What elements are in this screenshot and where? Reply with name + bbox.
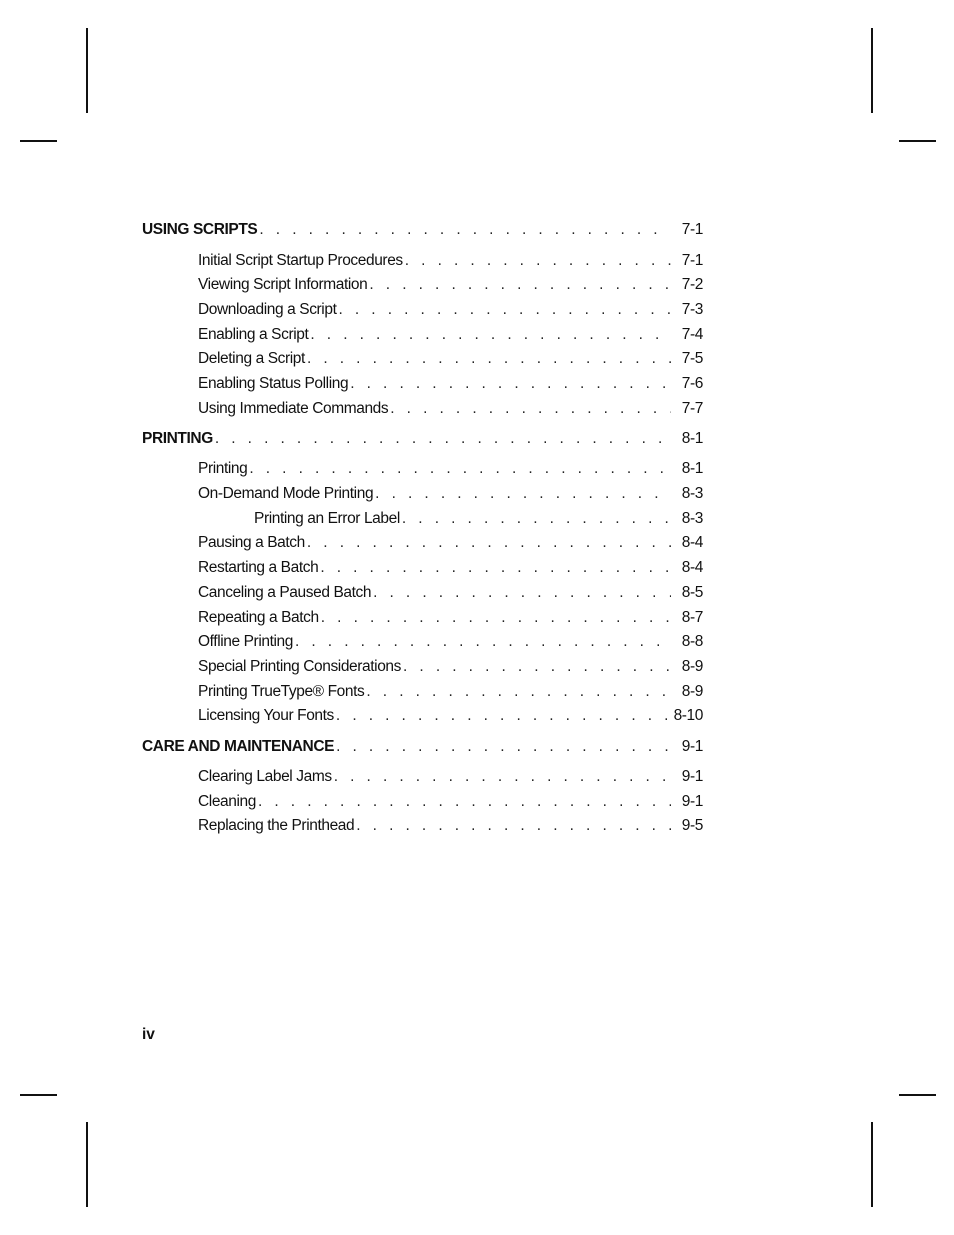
toc-dot-leader — [320, 557, 671, 579]
toc-entry-title: Replacing the Printhead — [198, 817, 355, 834]
toc-chapter-entry — [142, 736, 703, 758]
toc-entry-title: Using Immediate Commands — [198, 400, 389, 417]
toc-dot-leader — [375, 483, 671, 505]
toc-entry-page: 8-10 — [673, 707, 703, 724]
toc-dot-leader — [321, 607, 671, 629]
toc-entry-title: Restarting a Batch — [198, 559, 319, 576]
toc-chapter-entry — [142, 219, 703, 241]
toc-entry-title: Downloading a Script — [198, 301, 337, 318]
toc-dot-leader — [259, 219, 671, 241]
toc-dot-leader — [338, 299, 671, 321]
toc-dot-leader — [402, 508, 671, 530]
toc-entry — [142, 631, 703, 653]
toc-dot-leader — [295, 631, 671, 653]
toc-dot-leader — [350, 373, 671, 395]
toc-entry — [142, 766, 703, 788]
toc-dot-leader — [403, 656, 671, 678]
crop-mark-bottom-left-vertical — [86, 1122, 88, 1207]
toc-entry — [142, 656, 703, 678]
toc-dot-leader — [366, 681, 671, 703]
crop-mark-top-left-vertical — [86, 28, 88, 113]
toc-entry-page: 7-6 — [681, 375, 703, 392]
toc-entry-page: 9-5 — [681, 817, 703, 834]
toc-entry-title: Repeating a Batch — [198, 609, 319, 626]
toc-entry-page: 7-5 — [681, 350, 703, 367]
toc-dot-leader — [336, 736, 671, 758]
toc-entry — [142, 250, 703, 272]
toc-dot-leader — [390, 398, 671, 420]
toc-dot-leader — [356, 815, 671, 837]
toc-entry-title: Clearing Label Jams — [198, 768, 332, 785]
toc-dot-leader — [310, 324, 671, 346]
toc-entry-page: 8-8 — [681, 633, 703, 650]
toc-entry-title: Enabling a Script — [198, 326, 309, 343]
toc-entry-page: 9-1 — [681, 768, 703, 785]
toc-entry-title: Printing — [198, 460, 248, 477]
toc-entry-page: 8-7 — [681, 609, 703, 626]
toc-entry — [142, 705, 703, 727]
toc-entry-title: Deleting a Script — [198, 350, 305, 367]
toc-entry-page: 7-1 — [681, 252, 703, 269]
toc-dot-leader — [307, 532, 671, 554]
toc-entry — [142, 791, 703, 813]
toc-entry-title: Printing an Error Label — [254, 510, 400, 527]
toc-entry-page: 8-9 — [681, 658, 703, 675]
page-number: iv — [142, 1026, 155, 1043]
toc-dot-leader — [336, 705, 670, 727]
toc-entry-title: Special Printing Considerations — [198, 658, 401, 675]
toc-entry-page: 7-7 — [681, 400, 703, 417]
toc-dot-leader — [258, 791, 671, 813]
toc-dot-leader — [369, 274, 671, 296]
toc-entry-title: Enabling Status Polling — [198, 375, 349, 392]
toc-dot-leader — [373, 582, 671, 604]
toc-entry — [142, 508, 703, 530]
toc-entry-title: PRINTING — [142, 430, 213, 447]
crop-mark-bottom-right-vertical — [871, 1122, 873, 1207]
toc-entry-page: 8-1 — [681, 430, 703, 447]
toc-entry — [142, 324, 703, 346]
toc-entry-page: 9-1 — [681, 738, 703, 755]
toc-entry — [142, 348, 703, 370]
toc-entry-page: 8-1 — [681, 460, 703, 477]
toc-entry-title: Pausing a Batch — [198, 534, 305, 551]
crop-mark-bottom-right-horizontal — [899, 1094, 936, 1096]
toc-dot-leader — [249, 458, 671, 480]
toc-entry — [142, 532, 703, 554]
toc-dot-leader — [405, 250, 671, 272]
toc-entry-page: 8-3 — [681, 485, 703, 502]
toc-entry — [142, 373, 703, 395]
toc-entry-title: Initial Script Startup Procedures — [198, 252, 403, 269]
toc-entry — [142, 681, 703, 703]
crop-mark-top-left-horizontal — [20, 140, 57, 142]
toc-entry-title: Viewing Script Information — [198, 276, 368, 293]
toc-entry-title: Offline Printing — [198, 633, 293, 650]
toc-entry — [142, 398, 703, 420]
toc-entry-page: 7-2 — [681, 276, 703, 293]
toc-entry-page: 9-1 — [681, 793, 703, 810]
toc-entry-title: USING SCRIPTS — [142, 221, 258, 238]
toc-entry-page: 8-9 — [681, 683, 703, 700]
toc-entry-title: Cleaning — [198, 793, 256, 810]
toc-entry-page: 7-3 — [681, 301, 703, 318]
toc-entry-page: 7-4 — [681, 326, 703, 343]
toc-entry-title: CARE AND MAINTENANCE — [142, 738, 335, 755]
toc-dot-leader — [215, 428, 671, 450]
toc-dot-leader — [334, 766, 671, 788]
toc-entry — [142, 607, 703, 629]
toc-entry-page: 8-5 — [681, 584, 703, 601]
toc-entry-page: 7-1 — [681, 221, 703, 238]
toc-entry — [142, 299, 703, 321]
toc-entry — [142, 274, 703, 296]
toc-entry-page: 8-3 — [681, 510, 703, 527]
toc-entry-title: Canceling a Paused Batch — [198, 584, 372, 601]
toc-entry-page: 8-4 — [681, 559, 703, 576]
toc-entry — [142, 815, 703, 837]
toc-entry-page: 8-4 — [681, 534, 703, 551]
toc-chapter-entry — [142, 428, 703, 450]
toc-entry — [142, 582, 703, 604]
crop-mark-top-right-vertical — [871, 28, 873, 113]
toc-entry — [142, 557, 703, 579]
toc-dot-leader — [307, 348, 671, 370]
toc-entry-title: Licensing Your Fonts — [198, 707, 334, 724]
toc-entry-title: Printing TrueType® Fonts — [198, 683, 365, 700]
crop-mark-top-right-horizontal — [899, 140, 936, 142]
toc-entry — [142, 458, 703, 480]
toc-entry — [142, 483, 703, 505]
toc-entry-title: On-Demand Mode Printing — [198, 485, 374, 502]
crop-mark-bottom-left-horizontal — [20, 1094, 57, 1096]
